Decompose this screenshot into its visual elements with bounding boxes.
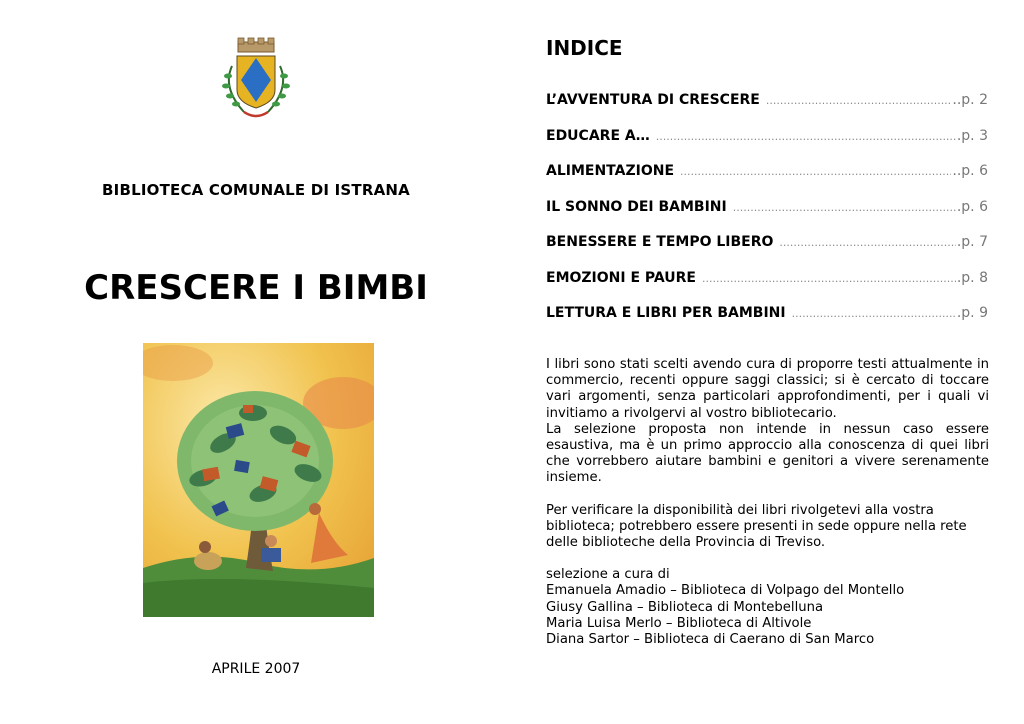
toc-entry[interactable] [546, 305, 988, 341]
credit-line: Emanuela Amadio – Biblioteca di Volpago del Montello [546, 583, 905, 599]
index-heading: INDICE [546, 36, 623, 60]
table-of-contents [546, 92, 988, 341]
toc-leader-dots [680, 165, 951, 178]
intro-paragraph: Per verificare la disponibilità dei libri rivolgetevi alla vostra biblioteca; potrebbero essere presenti in sede oppure nella rete delle biblioteche della Provincia di Treviso. [546, 502, 967, 551]
reading-tree-illustration [143, 343, 374, 617]
toc-entry-label: IL SONNO DEI BAMBINI [546, 198, 727, 215]
credit-line: Giusy Gallina – Biblioteca di Montebelluna [546, 599, 824, 615]
toc-entry[interactable] [546, 199, 988, 235]
toc-entry[interactable] [546, 163, 988, 199]
municipal-crest-icon [208, 32, 304, 128]
toc-entry-label: EDUCARE A… [546, 127, 650, 144]
toc-entry-page: .p. 7 [956, 234, 988, 250]
toc-entry-page: .p. 8 [956, 269, 988, 286]
toc-entry-page: ..p. 6 [952, 163, 988, 179]
toc-entry[interactable] [546, 270, 988, 306]
publication-date: APRILE 2007 [211, 661, 301, 677]
toc-entry-page: ..p. 2 [952, 92, 988, 108]
intro-paragraph: La selezione proposta non intende in nessun caso essere esaustiva, ma è un primo approccio alla conoscenza di quei libri che vorrebbero aiutare bambini e genitori a vivere serenamente insieme. [546, 421, 989, 486]
toc-leader-dots [792, 307, 956, 320]
toc-leader-dots [766, 94, 952, 107]
booklet-title: CRESCERE I BIMBI [84, 268, 428, 308]
intro-paragraph: I libri sono stati scelti avendo cura di proporre testi attualmente in commercio, recenti oppure saggi classici; si è cercato di toccare vari argomenti, senza particolari approfondimenti, per i quali vi invitiamo a rivolgervi al vostro bibliotecario. [546, 357, 989, 421]
credit-line: Maria Luisa Merlo – Biblioteca di Altivole [546, 615, 812, 631]
toc-leader-dots [733, 201, 956, 214]
library-name: BIBLIOTECA COMUNALE DI ISTRANA [102, 181, 410, 199]
toc-entry[interactable] [546, 128, 988, 164]
intro-text [546, 357, 989, 648]
toc-entry-page: .p. 9 [956, 305, 988, 321]
toc-entry-label: ALIMENTAZIONE [546, 163, 675, 179]
toc-entry-label: EMOZIONI E PAURE [546, 269, 696, 286]
credit-line: Diana Sartor – Biblioteca di Caerano di San Marco [546, 632, 875, 648]
toc-leader-dots [656, 130, 956, 143]
toc-entry-label: L’AVVENTURA DI CRESCERE [546, 92, 760, 108]
toc-entry[interactable] [546, 92, 988, 128]
toc-entry-page: .p. 3 [956, 127, 988, 144]
toc-leader-dots [702, 272, 956, 285]
credits-heading: selezione a cura di [546, 567, 670, 583]
toc-entry-page: .p. 6 [956, 198, 988, 215]
toc-entry-label: LETTURA E LIBRI PER BAMBINI [546, 305, 786, 321]
toc-entry-label: BENESSERE E TEMPO LIBERO [546, 234, 774, 250]
toc-entry[interactable] [546, 234, 988, 270]
toc-leader-dots [779, 236, 955, 249]
